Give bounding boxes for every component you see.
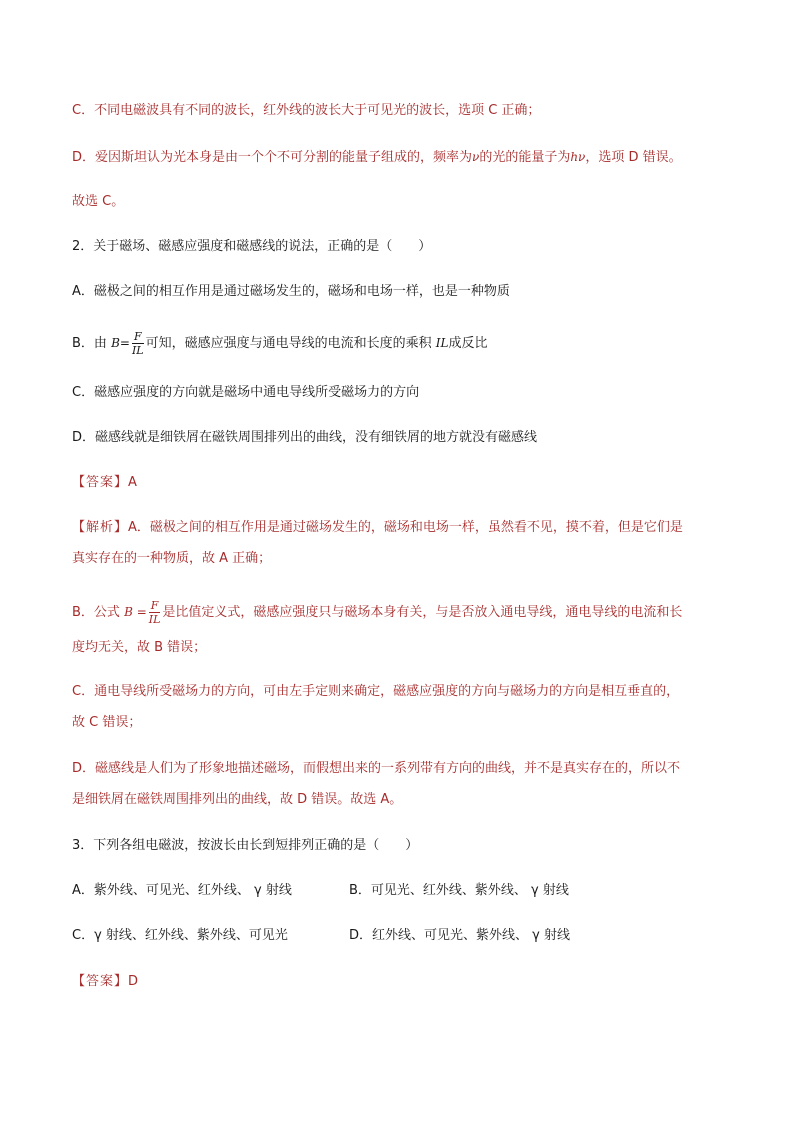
prev-conclusion: 故选 C。 xyxy=(72,194,125,209)
fraction-numerator: F xyxy=(132,330,144,344)
symbol-nu: ν xyxy=(472,150,480,164)
question-2-analysis-b-line1 xyxy=(72,599,682,626)
text-segment: 是比值定义式，磁感应强度只与磁场本身有关，与是否放入通电导线，通电导线的电流和长 xyxy=(162,605,683,620)
prev-option-c-analysis: C．不同电磁波具有不同的波长，红外线的波长大于可见光的波长，选项 C 正确； xyxy=(72,103,541,118)
symbol-il: IL xyxy=(435,336,449,350)
fraction-numerator: F xyxy=(149,599,161,613)
fraction-f-over-il xyxy=(149,599,161,626)
answer-label: 【答案】 xyxy=(72,974,129,989)
text-segment: A．磁极之间的相互作用是通过磁场发生的，磁场和电场一样，虽然看不见，摸不着，但是它们是 xyxy=(128,520,683,535)
question-2-analysis-b-line2: 度均无关，故 B 错误； xyxy=(72,640,207,655)
question-2-analysis-a-line1 xyxy=(72,518,683,538)
text-segment: 可知，磁感应强度与通电导线的电流和长度的乘积 xyxy=(145,336,432,351)
answer-value: D xyxy=(128,974,139,989)
formula-lhs: B = xyxy=(124,605,147,619)
question-2-analysis-d-line1: D．磁感线是人们为了形象地描述磁场，而假想出来的一系列带有方向的曲线，并不是真实存在的，所以不 xyxy=(72,761,681,776)
question-2-analysis-a-line2: 真实存在的一种物质，故 A 正确； xyxy=(72,551,272,566)
question-2-answer xyxy=(72,473,137,493)
fraction-denominator: IL xyxy=(148,613,161,626)
fraction-f-over-il xyxy=(132,330,144,357)
fraction-denominator: IL xyxy=(131,344,144,357)
text-segment: B．公式 xyxy=(72,605,120,620)
symbol-h-nu: hν xyxy=(570,150,586,164)
formula-lhs: B= xyxy=(111,336,130,350)
text-segment: B．由 xyxy=(72,336,107,351)
question-2-option-a: A．磁极之间的相互作用是通过磁场发生的，磁场和电场一样，也是一种物质 xyxy=(72,284,510,299)
question-3-option-a: A．紫外线、可见光、红外线、 γ 射线 xyxy=(72,883,292,898)
text-segment: D．爱因斯坦认为光本身是由一个个不可分割的能量子组成的，频率为 xyxy=(72,150,473,165)
question-3-answer xyxy=(72,972,138,992)
question-2-option-d: D．磁感线就是细铁屑在磁铁周围排列出的曲线，没有细铁屑的地方就没有磁感线 xyxy=(72,430,538,445)
question-2-analysis-c-line2: 故 C 错误； xyxy=(72,715,142,730)
question-2-stem: 2．关于磁场、磁感应强度和磁感线的说法，正确的是（ ） xyxy=(72,239,432,254)
question-3-option-b: B．可见光、红外线、紫外线、 γ 射线 xyxy=(349,883,569,898)
question-2-option-b xyxy=(72,330,487,357)
question-2-option-c: C．磁感应强度的方向就是磁场中通电导线所受磁场力的方向 xyxy=(72,385,420,400)
text-segment: 的光的能量子为 xyxy=(479,150,571,165)
analysis-label: 【解析】 xyxy=(72,520,129,535)
question-2-analysis-d-line2: 是细铁屑在磁铁周围排列出的曲线，故 D 错误。故选 A。 xyxy=(72,792,403,807)
question-3-option-c: C．γ 射线、红外线、紫外线、可见光 xyxy=(72,928,288,943)
question-3-stem: 3．下列各组电磁波，按波长由长到短排列正确的是（ ） xyxy=(72,838,419,853)
prev-option-d-analysis xyxy=(72,147,682,168)
text-segment: ，选项 D 错误。 xyxy=(585,150,682,165)
question-3-option-d: D．红外线、可见光、紫外线、 γ 射线 xyxy=(349,928,570,943)
question-2-analysis-c-line1: C．通电导线所受磁场力的方向，可由左手定则来确定，磁感应强度的方向与磁场力的方向是相互垂直的， xyxy=(72,684,680,699)
answer-label: 【答案】 xyxy=(72,475,129,490)
text-segment: 成反比 xyxy=(448,336,488,351)
answer-value: A xyxy=(128,475,137,490)
